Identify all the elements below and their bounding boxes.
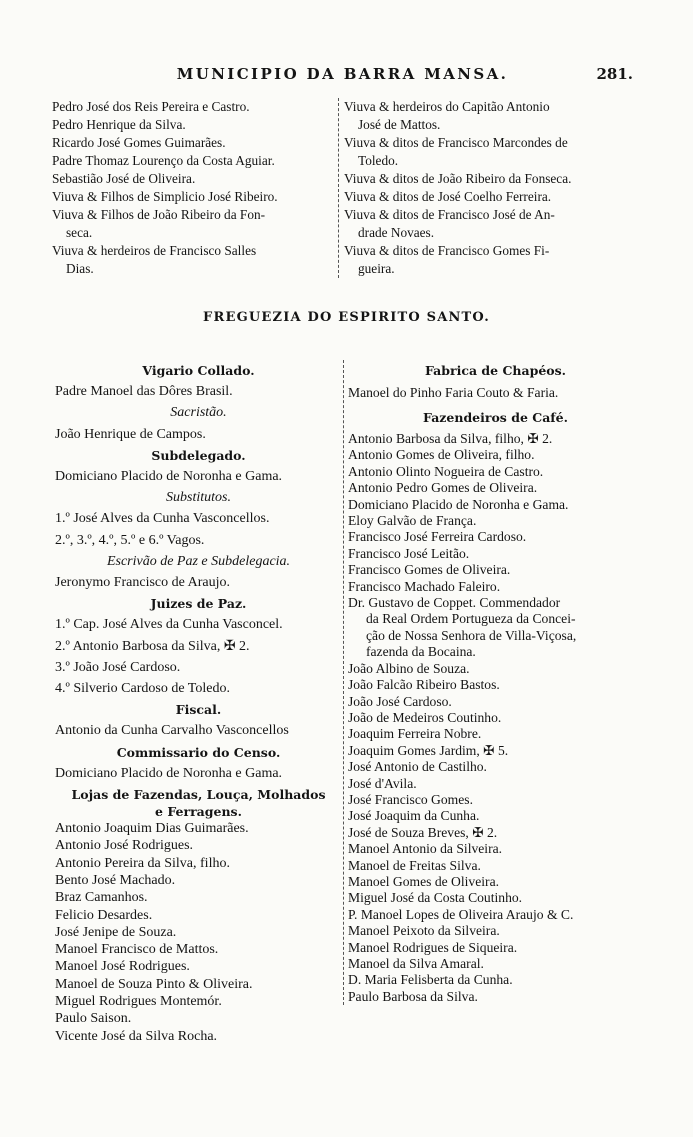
juiz-item: 2.º Antonio Barbosa da Silva, ✠ 2. xyxy=(55,638,250,654)
vigario-name: Padre Manoel das Dôres Brasil. xyxy=(55,384,233,400)
list-item-continuation: seca. xyxy=(66,225,93,240)
fazendeiro-item: Joaquim Gomes Jardim, ✠ 5. xyxy=(348,742,509,758)
fazendeiro-item: José Antonio de Castilho. xyxy=(348,759,487,775)
fazendeiro-item: Antonio Pedro Gomes de Oliveira. xyxy=(348,480,538,496)
fazendeiros-heading: Fazendeiros de Café. xyxy=(423,410,568,425)
escrivao-heading: Escrivão de Paz e Subdelegacia. xyxy=(106,553,291,569)
continued-list-right xyxy=(338,98,634,278)
parish-left-column xyxy=(55,360,342,1045)
loja-item: Felicio Desardes. xyxy=(55,907,153,923)
fazendeiro-item: Antonio Gomes de Oliveira, filho. xyxy=(348,447,535,463)
fabrica-heading: Fabrica de Chapéos. xyxy=(424,363,567,378)
loja-item: Manoel José Rodrigues. xyxy=(55,959,190,975)
page-header xyxy=(52,65,633,89)
loja-item: José Jenipe de Souza. xyxy=(55,924,177,940)
fazendeiro-item: Miguel José da Costa Coutinho. xyxy=(348,890,523,906)
list-item: Ricardo José Gomes Guimarães. xyxy=(52,135,226,150)
censo-name: Domiciano Placido de Noronha e Gama. xyxy=(55,765,283,781)
fiscal-heading: Fiscal. xyxy=(175,702,222,718)
lojas-heading-cont: e Ferragens. xyxy=(155,804,242,820)
fazendeiro-item: José d'Avila. xyxy=(348,775,417,791)
fazendeiro-item: José de Souza Breves, ✠ 2. xyxy=(348,824,498,840)
loja-item: Paulo Saison. xyxy=(55,1011,132,1027)
fazendeiro-item: Francisco José Ferreira Cardoso. xyxy=(348,529,527,545)
list-item: Viuva & Filhos de Simplicio José Ribeiro. xyxy=(52,189,278,204)
loja-item: Miguel Rodrigues Montemór. xyxy=(55,994,222,1010)
loja-item: Manoel de Souza Pinto & Oliveira. xyxy=(55,976,253,992)
loja-item: Antonio Pereira da Silva, filho. xyxy=(55,855,230,871)
fazendeiro-item-continuation: da Real Ordem Portugueza da Concei- xyxy=(366,611,576,627)
fazendeiro-item: Francisco Machado Faleiro. xyxy=(348,578,501,594)
loja-item: Antonio José Rodrigues. xyxy=(55,838,194,854)
subdelegado-name: Domiciano Placido de Noronha e Gama. xyxy=(55,469,283,485)
fazendeiro-item: Joaquim Ferreira Nobre. xyxy=(348,726,482,742)
juizes-heading: Juizes de Paz. xyxy=(150,596,247,612)
page-number: 281. xyxy=(596,65,633,83)
fabrica-name: Manoel do Pinho Faria Couto & Faria. xyxy=(348,385,559,400)
loja-item: Braz Camanhos. xyxy=(55,890,148,906)
vigario-heading: Vigario Collado. xyxy=(142,363,255,378)
fazendeiro-item: Manoel da Silva Amaral. xyxy=(348,956,484,971)
fiscal-name: Antonio da Cunha Carvalho Vasconcellos xyxy=(55,723,289,739)
fazendeiro-item: João de Medeiros Coutinho. xyxy=(348,709,502,725)
loja-item: Vicente José da Silva Rocha. xyxy=(55,1028,218,1044)
fazendeiro-item: João Albino de Souza. xyxy=(348,660,470,676)
list-item-continuation: José de Mattos. xyxy=(358,117,441,132)
fazendeiro-item: Dr. Gustavo de Coppet. Commendador xyxy=(348,595,561,611)
fazendeiro-item: D. Maria Felisberta da Cunha. xyxy=(348,972,513,988)
sacristao-heading: Sacristão. xyxy=(170,405,227,421)
fazendeiro-item-continuation: ção de Nossa Senhora de Villa-Viçosa, xyxy=(366,627,577,643)
substitutos-heading: Substitutos. xyxy=(166,490,231,506)
fazendeiro-item: Eloy Galvão de França. xyxy=(348,513,477,529)
fazendeiro-item: João Falcão Ribeiro Bastos. xyxy=(348,677,500,693)
fazendeiro-item: Francisco Gomes de Oliveira. xyxy=(348,562,511,578)
juiz-item: 1.º Cap. José Alves da Cunha Vasconcel. xyxy=(55,617,283,633)
list-item: Viuva & herdeiros do Capitão Antonio xyxy=(344,99,550,114)
fazendeiro-item: José Francisco Gomes. xyxy=(348,791,473,807)
list-item: Viuva & ditos de Francisco José de An- xyxy=(344,207,555,222)
loja-item: Manoel Francisco de Mattos. xyxy=(55,942,219,958)
fazendeiro-item: Manoel Gomes de Oliveira. xyxy=(348,873,499,889)
parish-right-column xyxy=(343,360,643,1005)
page-title: MUNICIPIO DA BARRA MANSA. xyxy=(176,65,509,83)
fazendeiro-item: Manoel Rodrigues de Siqueira. xyxy=(348,939,518,955)
fazendeiro-item: P. Manoel Lopes de Oliveira Araujo & C. xyxy=(348,906,574,922)
list-item: Sebastião José de Oliveira. xyxy=(52,171,196,186)
fazendeiro-item: Manoel Peixoto da Silveira. xyxy=(348,923,500,939)
fazendeiro-item: Domiciano Placido de Noronha e Gama. xyxy=(348,496,569,512)
fazendeiro-item: Manoel de Freitas Silva. xyxy=(348,857,481,873)
fazendeiro-item: José Joaquim da Cunha. xyxy=(348,808,480,824)
list-item: Viuva & Filhos de João Ribeiro da Fon- xyxy=(52,207,266,222)
fazendeiro-item: Manoel Antonio da Silveira. xyxy=(348,841,503,857)
list-item: Viuva & ditos de José Coelho Ferreira. xyxy=(344,189,552,204)
juiz-item: 4.º Silverio Cardoso de Toledo. xyxy=(55,681,230,697)
fazendeiro-item: Paulo Barbosa da Silva. xyxy=(348,988,478,1004)
list-item: Padre Thomaz Lourenço da Costa Aguiar. xyxy=(52,153,275,168)
list-item: Viuva & herdeiros de Francisco Salles xyxy=(52,243,257,258)
list-item: Viuva & ditos de João Ribeiro da Fonseca. xyxy=(344,171,572,186)
list-item-continuation: Dias. xyxy=(66,261,94,276)
sacristao-name: João Henrique de Campos. xyxy=(55,426,206,442)
substituto-item: 1.º José Alves da Cunha Vasconcellos. xyxy=(55,511,270,527)
fazendeiro-item: Antonio Barbosa da Silva, filho, ✠ 2. xyxy=(348,431,553,446)
subdelegado-heading: Subdelegado. xyxy=(151,447,246,463)
loja-item: Antonio Joaquim Dias Guimarães. xyxy=(55,821,249,837)
continued-list-left xyxy=(52,98,334,278)
list-item-continuation: gueira. xyxy=(358,261,395,276)
list-item: Pedro José dos Reis Pereira e Castro. xyxy=(52,99,250,114)
list-item: Pedro Henrique da Silva. xyxy=(52,117,186,132)
list-item-continuation: drade Novaes. xyxy=(358,225,435,240)
list-item-continuation: Toledo. xyxy=(358,153,399,168)
fazendeiro-item: Francisco José Leitão. xyxy=(348,545,470,561)
loja-item: Bento José Machado. xyxy=(55,872,176,888)
juiz-item: 3.º João José Cardoso. xyxy=(55,659,181,675)
substituto-item: 2.º, 3.º, 4.º, 5.º e 6.º Vagos. xyxy=(55,532,205,548)
escrivao-name: Jeronymo Francisco de Araujo. xyxy=(55,575,230,591)
lojas-heading: Lojas de Fazendas, Louça, Molhados xyxy=(71,787,326,803)
fazendeiro-item-continuation: fazenda da Bocaina. xyxy=(366,644,476,660)
list-item: Viuva & ditos de Francisco Marcondes de xyxy=(344,135,568,150)
censo-heading: Commissario do Censo. xyxy=(116,744,281,760)
fazendeiro-item: Antonio Olinto Nogueira de Castro. xyxy=(348,463,544,479)
list-item: Viuva & ditos de Francisco Gomes Fi- xyxy=(344,243,550,258)
fazendeiro-item: João José Cardoso. xyxy=(348,693,452,709)
section-heading: FREGUEZIA DO ESPIRITO SANTO. xyxy=(203,310,490,325)
